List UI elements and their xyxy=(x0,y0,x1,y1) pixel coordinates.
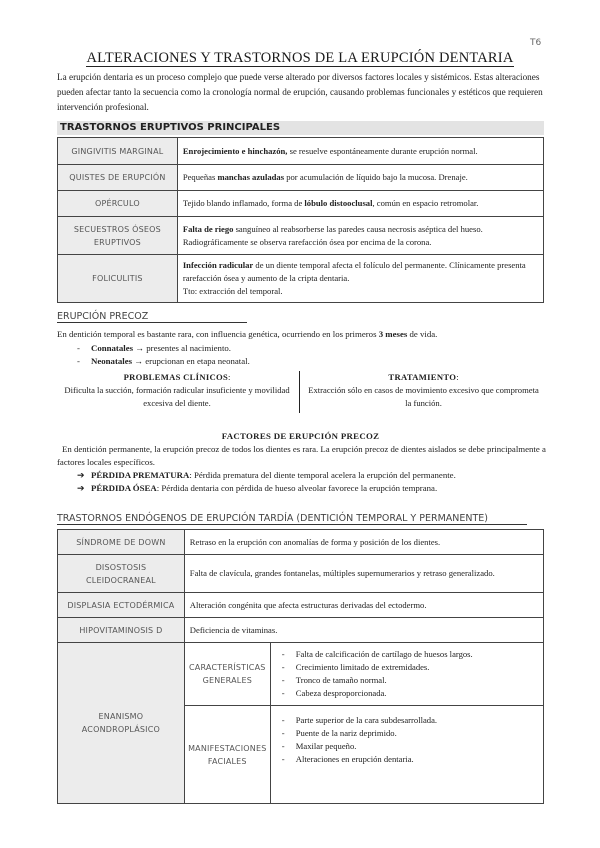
row-value: Deficiencia de vitaminas. xyxy=(184,618,543,643)
factors-list xyxy=(77,469,537,495)
section-heading-endogenos: TRASTORNOS ENDÓGENOS DE ERUPCIÓN TARDÍA (DENTICIÓN TEMPORAL Y PERMANENTE) xyxy=(57,513,527,525)
row-label: ENANISMO ACONDROPLÁSICO xyxy=(58,643,185,804)
list-item: - Neonatales → erupcionan en etapa neonatal. xyxy=(77,356,250,366)
list-item: - Maxilar pequeño. xyxy=(281,741,357,751)
list-item: ➔ PÉRDIDA ÓSEA: Pérdida dentaria con pérdida de hueso alveolar favorece la erupción temprana. xyxy=(77,483,438,493)
table-row xyxy=(58,530,544,555)
row-value: Pequeñas manchas azuladas por acumulación de líquido bajo la mucosa. Drenaje. xyxy=(177,165,543,191)
row-value: Enrojecimiento e hinchazón, se resuelve espontáneamente durante erupción normal. xyxy=(177,138,543,165)
list-item: - Tronco de tamaño normal. xyxy=(281,675,387,685)
sub-label-faciales: MANIFESTACIONES FACIALES xyxy=(184,706,270,804)
factors-heading: FACTORES DE ERUPCIÓN PRECOZ xyxy=(221,431,380,441)
row-label: QUISTES DE ERUPCIÓN xyxy=(58,165,178,191)
column-divider xyxy=(299,371,300,413)
table-row xyxy=(58,255,544,303)
row-value: Falta de clavícula, grandes fontanelas, múltiples supernumerarios y retraso generalizado. xyxy=(184,555,543,593)
endogenos-table xyxy=(57,529,544,804)
section-heading-trastornos: TRASTORNOS ERUPTIVOS PRINCIPALES xyxy=(57,121,544,135)
list-item: - Crecimiento limitado de extremidades. xyxy=(281,662,430,672)
table-row xyxy=(58,217,544,255)
generales-list xyxy=(276,648,538,700)
page-title xyxy=(0,50,600,67)
factors-text: En dentición permanente, la erupción precoz de todos los dientes es rara. La erupción precoz de dientes aislados se debe principalmente a factores locales específicos. xyxy=(57,444,546,467)
row-label: OPÉRCULO xyxy=(58,191,178,217)
row-label: SECUESTROS ÓSEOS ERUPTIVOS xyxy=(58,217,178,255)
table-row xyxy=(58,191,544,217)
faciales-list xyxy=(276,714,538,766)
section-heading-erupcion-precoz: ERUPCIÓN PRECOZ xyxy=(57,311,247,323)
intro-paragraph: La erupción dentaria es un proceso complejo que puede verse alterado por diversos factores locales y sistémicos. Estas alteraciones pueden afectar tanto la secuencia como la cronología normal de erupción, causando problemas funcionales y estéticos que requieren intervención profesional. xyxy=(57,72,543,112)
row-label: FOLICULITIS xyxy=(58,255,178,303)
page-title-text: ALTERACIONES Y TRASTORNOS DE LA ERUPCIÓN DENTARIA xyxy=(86,50,514,66)
table-row xyxy=(58,555,544,593)
treatment-heading: TRATAMIENTO xyxy=(388,372,457,382)
erupcion-precoz-text: En dentición temporal es bastante rara, con influencia genética, ocurriendo en los primeros 3 meses de vida. xyxy=(57,329,438,339)
row-label: HIPOVITAMINOSIS D xyxy=(58,618,185,643)
sub-label-generales: CARACTERÍSTICAS GENERALES xyxy=(184,643,270,706)
trastornos-table xyxy=(57,137,544,303)
list-item: - Falta de calcificación de cartílago de huesos largos. xyxy=(281,649,473,659)
page-number: T6 xyxy=(530,38,542,48)
row-label: SÍNDROME DE DOWN xyxy=(58,530,185,555)
precoz-types-list xyxy=(77,342,517,368)
problems-treatment-block xyxy=(57,371,544,415)
row-value: Retraso en la erupción con anomalías de forma y posición de los dientes. xyxy=(184,530,543,555)
row-value xyxy=(270,643,543,706)
list-item: - Connatales → presentes al nacimiento. xyxy=(77,343,232,353)
treatment-column: TRATAMIENTO: Extracción sólo en casos de movimiento excesivo que comprometa la función. xyxy=(308,372,539,408)
row-value: Tejido blando inflamado, forma de lóbulo distooclusal, común en espacio retromolar. xyxy=(177,191,543,217)
row-label: GINGIVITIS MARGINAL xyxy=(58,138,178,165)
row-value: Alteración congénita que afecta estructuras derivadas del ectodermo. xyxy=(184,593,543,618)
table-row xyxy=(58,593,544,618)
problems-text: Dificulta la succión, formación radicular insuficiente y movilidad excesiva del diente. xyxy=(64,385,290,408)
row-value: Infección radicular de un diente temporal afecta el folículo del permanente. Clínicamente presenta rarefacción ósea y aumento de la cripta dentaria. Tto: extracción del temporal. xyxy=(177,255,543,303)
row-label: DISOSTOSIS CLEIDOCRANEAL xyxy=(58,555,185,593)
list-item: - Cabeza desproporcionada. xyxy=(281,688,387,698)
list-item: ➔ PÉRDIDA PREMATURA: Pérdida prematura del diente temporal acelera la erupción del permanente. xyxy=(77,470,456,480)
problems-heading: PROBLEMAS CLÍNICOS xyxy=(123,372,229,382)
list-item: - Alteraciones en erupción dentaria. xyxy=(281,754,414,764)
treatment-text: Extracción sólo en casos de movimiento excesivo que comprometa la función. xyxy=(308,385,539,408)
list-item: - Parte superior de la cara subdesarrollada. xyxy=(281,715,438,725)
table-row xyxy=(58,643,544,706)
row-value: Falta de riego sanguíneo al reabsorberse las paredes causa necrosis aséptica del hueso. Radiográficamente se observa rarefacción ósea por encima de la corona. xyxy=(177,217,543,255)
table-row xyxy=(58,138,544,165)
table-row xyxy=(58,618,544,643)
list-item: - Puente de la nariz deprimido. xyxy=(281,728,397,738)
problems-column: PROBLEMAS CLÍNICOS: Dificulta la succión, formación radicular insuficiente y movilidad excesiva del diente. xyxy=(64,372,290,408)
table-row xyxy=(58,165,544,191)
row-value xyxy=(270,706,543,804)
row-label: DISPLASIA ECTODÉRMICA xyxy=(58,593,185,618)
